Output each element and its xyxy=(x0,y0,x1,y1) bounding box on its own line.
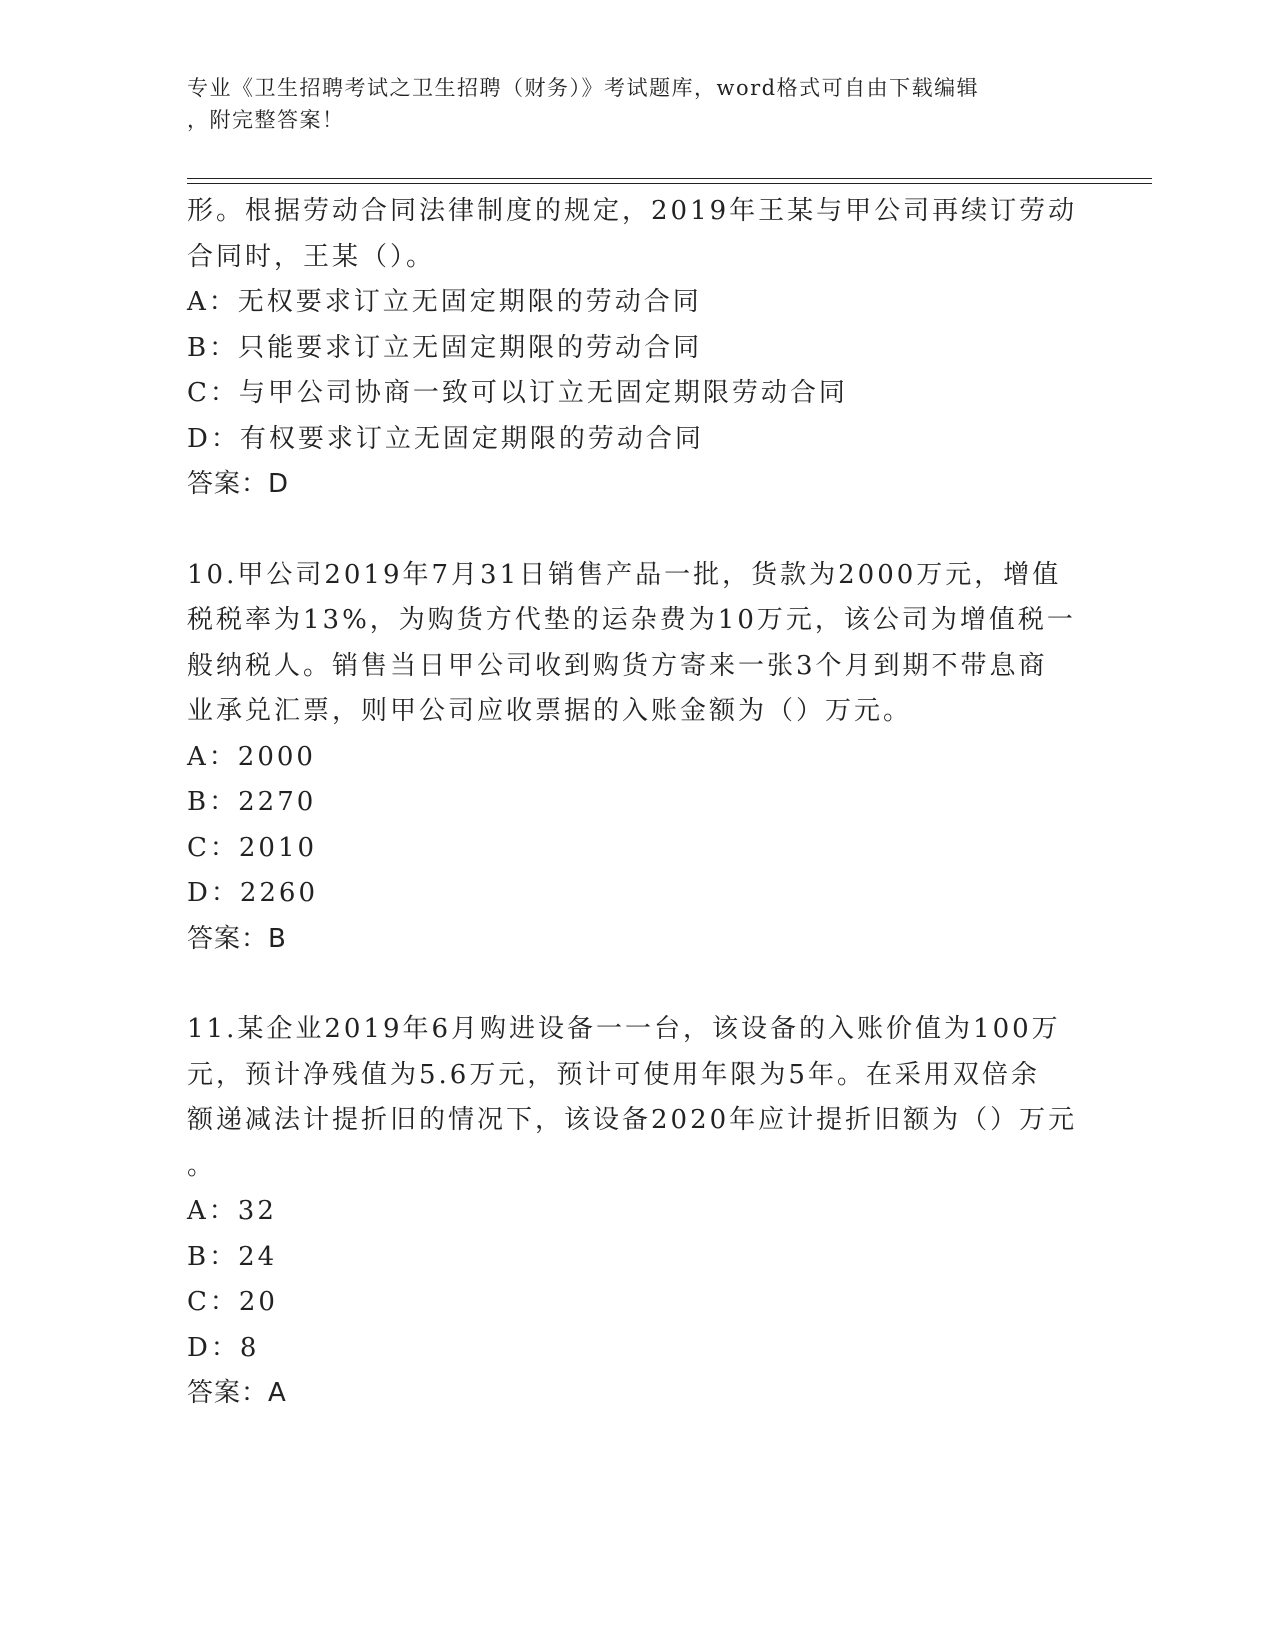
option-b: B：24 xyxy=(187,1241,278,1272)
answer-line: 答案：B xyxy=(187,923,287,954)
option-c: C：2010 xyxy=(187,832,318,863)
header-rule-top xyxy=(187,178,1152,179)
document-header xyxy=(187,72,1067,136)
answer-line: 答案：A xyxy=(187,1378,287,1408)
question-9 xyxy=(187,189,1078,508)
document-body xyxy=(187,189,1078,1417)
question-11 xyxy=(187,1007,1078,1417)
header-rule-bottom xyxy=(187,183,1152,184)
option-b: B：只能要求订立无固定期限的劳动合同 xyxy=(187,332,703,363)
option-a: A：无权要求订立无固定期限的劳动合同 xyxy=(187,287,702,317)
question-stem-line: 元，预计净残值为5.6万元，预计可使用年限为5年。在采用双倍余 xyxy=(187,1059,1040,1090)
question-stem-line: 。 xyxy=(187,1150,217,1181)
answer-line: 答案：D xyxy=(187,469,290,499)
question-stem-line: 税税率为13%，为购货方代垫的运杂费为10万元，该公司为增值税一 xyxy=(187,605,1076,635)
question-10 xyxy=(187,553,1076,963)
option-d: D：有权要求订立无固定期限的劳动合同 xyxy=(187,423,704,454)
question-stem-line: 10.甲公司2019年7月31日销售产品一批，货款为2000万元，增值 xyxy=(187,559,1062,590)
header-line-2: ，附完整答案！ xyxy=(187,108,345,132)
option-b: B：2270 xyxy=(187,787,317,817)
question-stem-line: 合同时，王某（）。 xyxy=(187,241,436,272)
question-stem-line: 11.某企业2019年6月购进设备一一台，该设备的入账价值为100万 xyxy=(187,1014,1061,1044)
question-stem-line: 般纳税人。销售当日甲公司收到购货方寄来一张3个月到期不带息商 xyxy=(187,650,1048,681)
spacer xyxy=(187,508,1067,553)
spacer xyxy=(187,962,1067,1007)
question-stem-line: 额递减法计提折旧的情况下，该设备2020年应计提折旧额为（）万元 xyxy=(187,1105,1078,1135)
question-stem-line: 业承兑汇票，则甲公司应收票据的入账金额为（）万元。 xyxy=(187,696,913,726)
option-c: C：20 xyxy=(187,1287,278,1317)
option-d: D：2260 xyxy=(187,878,319,908)
option-c: C：与甲公司协商一致可以订立无固定期限劳动合同 xyxy=(187,378,848,408)
question-stem-line: 形。根据劳动合同法律制度的规定，2019年王某与甲公司再续订劳动 xyxy=(187,196,1078,226)
option-a: A：32 xyxy=(187,1196,277,1226)
header-line-1: 专业《卫生招聘考试之卫生招聘（财务）》考试题库，word格式可自由下载编辑 xyxy=(187,76,980,100)
option-d: D：8 xyxy=(187,1332,260,1363)
option-a: A：2000 xyxy=(187,741,316,772)
